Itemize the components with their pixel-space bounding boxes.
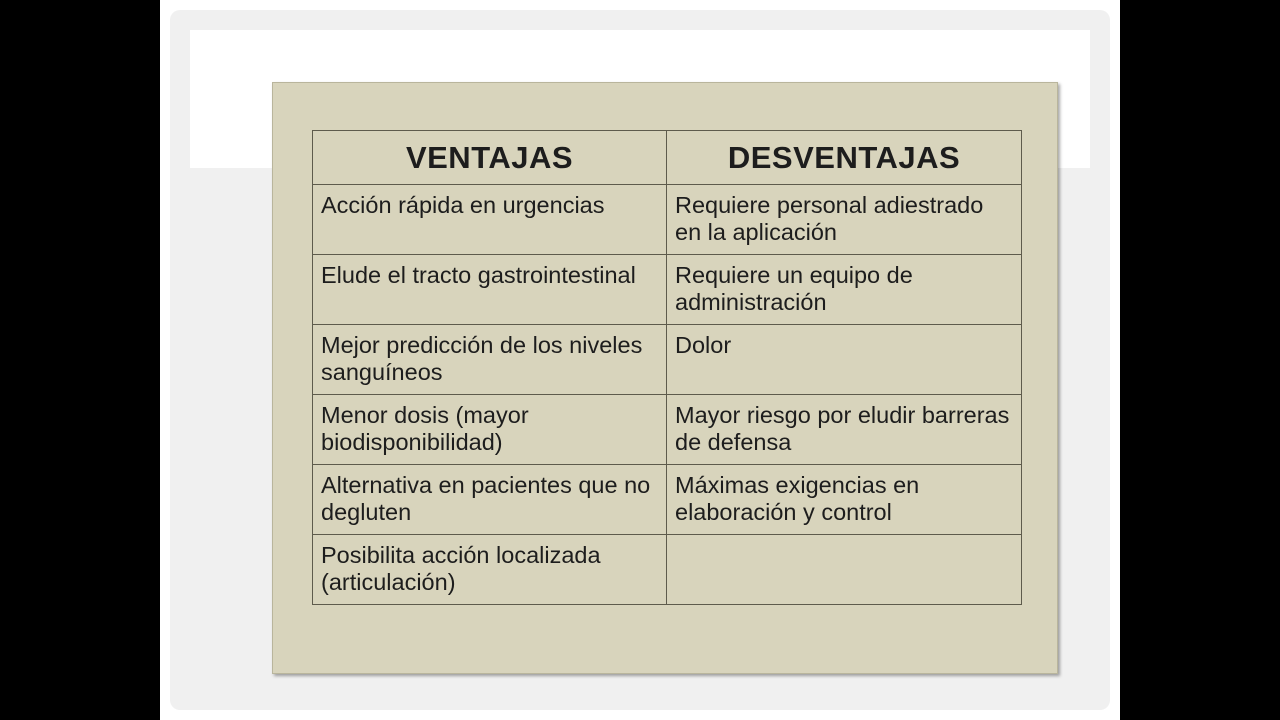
desventaja-cell: Requiere personal adiestrado en la aplicación xyxy=(667,185,1022,255)
slide xyxy=(170,10,1110,710)
table-row xyxy=(313,535,1022,605)
table-row xyxy=(313,465,1022,535)
ventaja-cell: Menor dosis (mayor biodisponibilidad) xyxy=(313,395,667,465)
table-row xyxy=(313,395,1022,465)
table-card xyxy=(272,82,1058,674)
ventaja-cell: Posibilita acción localizada (articulación) xyxy=(313,535,667,605)
ventaja-cell: Elude el tracto gastrointestinal xyxy=(313,255,667,325)
video-frame xyxy=(160,0,1120,720)
header-desventajas: DESVENTAJAS xyxy=(667,131,1022,185)
ventaja-cell: Mejor predicción de los niveles sanguíneos xyxy=(313,325,667,395)
table-header-row xyxy=(313,131,1022,185)
table-row xyxy=(313,185,1022,255)
ventaja-cell: Alternativa en pacientes que no degluten xyxy=(313,465,667,535)
desventaja-cell xyxy=(667,535,1022,605)
desventaja-cell: Mayor riesgo por eludir barreras de defensa xyxy=(667,395,1022,465)
table-row xyxy=(313,325,1022,395)
ventaja-cell: Acción rápida en urgencias xyxy=(313,185,667,255)
table-row xyxy=(313,255,1022,325)
desventaja-cell: Dolor xyxy=(667,325,1022,395)
header-ventajas: VENTAJAS xyxy=(313,131,667,185)
desventaja-cell: Requiere un equipo de administración xyxy=(667,255,1022,325)
comparison-table xyxy=(312,130,1022,605)
desventaja-cell: Máximas exigencias en elaboración y control xyxy=(667,465,1022,535)
